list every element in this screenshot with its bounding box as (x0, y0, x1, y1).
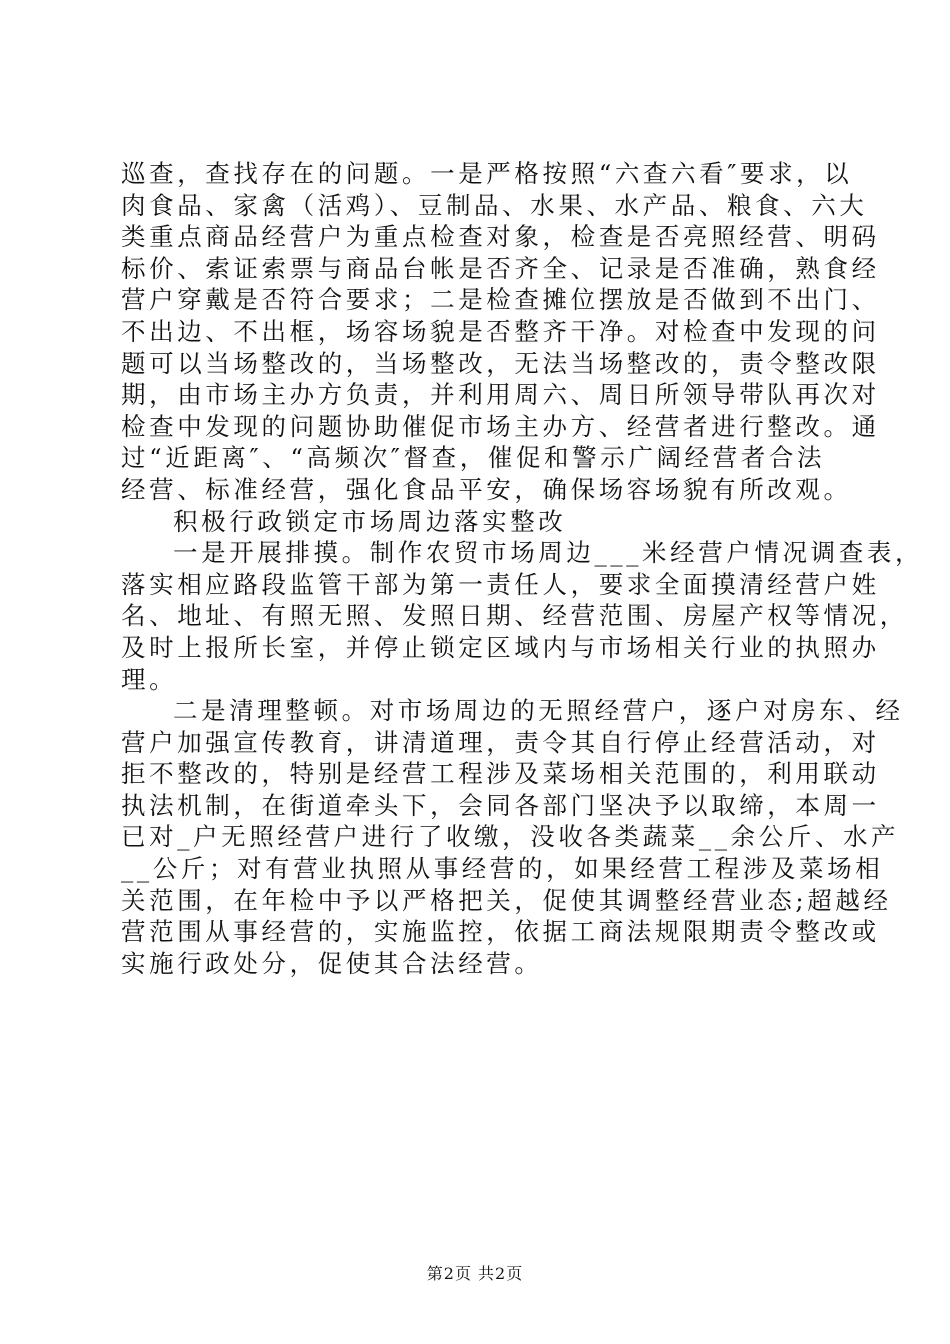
text-line: 巡查，查找存在的问题。一是严格按照“六查六看″要求，以 (121, 159, 853, 188)
text-line: 类重点商品经营户为重点检查对象，检查是否亮照经营、明码 (121, 222, 880, 252)
text-line: 名、地址、有照无照、发照日期、经营范围、房屋产权等情况， (121, 601, 908, 631)
text-line: 二是清理整顿。对市场周边的无照经营户，逐户对房东、经 (173, 696, 904, 726)
text-line: 实施行政处分，促使其合法经营。 (121, 948, 543, 978)
text-line: 营范围从事经营的，实施监控，依据工商法规限期责令整改或 (121, 917, 880, 947)
text-line: 理。 (121, 664, 178, 694)
text-line: 期，由市场主办方负责，并利用周六、周日所领导带队再次对 (121, 380, 880, 410)
text-line: 检查中发现的问题协助催促市场主办方、经营者进行整改。通 (121, 411, 880, 441)
text-line: 执法机制，在街道牵头下，会同各部门坚决予以取缔，本周一 (121, 790, 880, 820)
text-line: 标价、索证索票与商品台帐是否齐全、记录是否准确，熟食经 (121, 253, 880, 283)
text-line: __公斤；对有营业执照从事经营的，如果经营工程涉及菜场相 (121, 854, 884, 884)
text-line: 积极行政锁定市场周边落实整改 (173, 506, 567, 536)
text-line: 肉食品、家禽（活鸡）、豆制品、水果、水产品、粮食、六大 (121, 190, 868, 220)
text-line: 不出边、不出框，场容场貌是否整齐干净。对检查中发现的问 (121, 316, 880, 346)
text-line: 拒不整改的，特别是经营工程涉及菜场相关范围的，利用联动 (121, 759, 880, 789)
text-line: 落实相应路段监管干部为第一责任人，要求全面摸清经营户姓 (121, 569, 880, 599)
text-line: 及时上报所长室，并停止锁定区域内与市场相关行业的执照办 (121, 632, 880, 662)
text-line: 题可以当场整改的，当场整改，无法当场整改的，责令整改限 (121, 348, 880, 378)
text-line: 过“近距离″、“高频次″督查，催促和警示广阔经营者合法 (121, 443, 826, 473)
page-footer: 第2页 共2页 (426, 1264, 524, 1283)
text-line: 营户穿戴是否符合要求；二是检查摊位摆放是否做到不出门、 (121, 285, 880, 315)
text-line: 关范围，在年检中予以严格把关，促使其调整经营业态;超越经 (121, 885, 892, 915)
text-line: 一是开展排摸。制作农贸市场周边___米经营户情况调查表， (173, 538, 924, 568)
document-body (121, 158, 924, 979)
text-line: 经营、标准经营，强化食品平安，确保场容场貌有所改观。 (121, 474, 852, 504)
text-line: 营户加强宣传教育，讲清道理，责令其自行停止经营活动，对 (121, 727, 880, 757)
text-line: 已对_户无照经营户进行了收缴，没收各类蔬菜__余公斤、水产 (121, 822, 900, 852)
